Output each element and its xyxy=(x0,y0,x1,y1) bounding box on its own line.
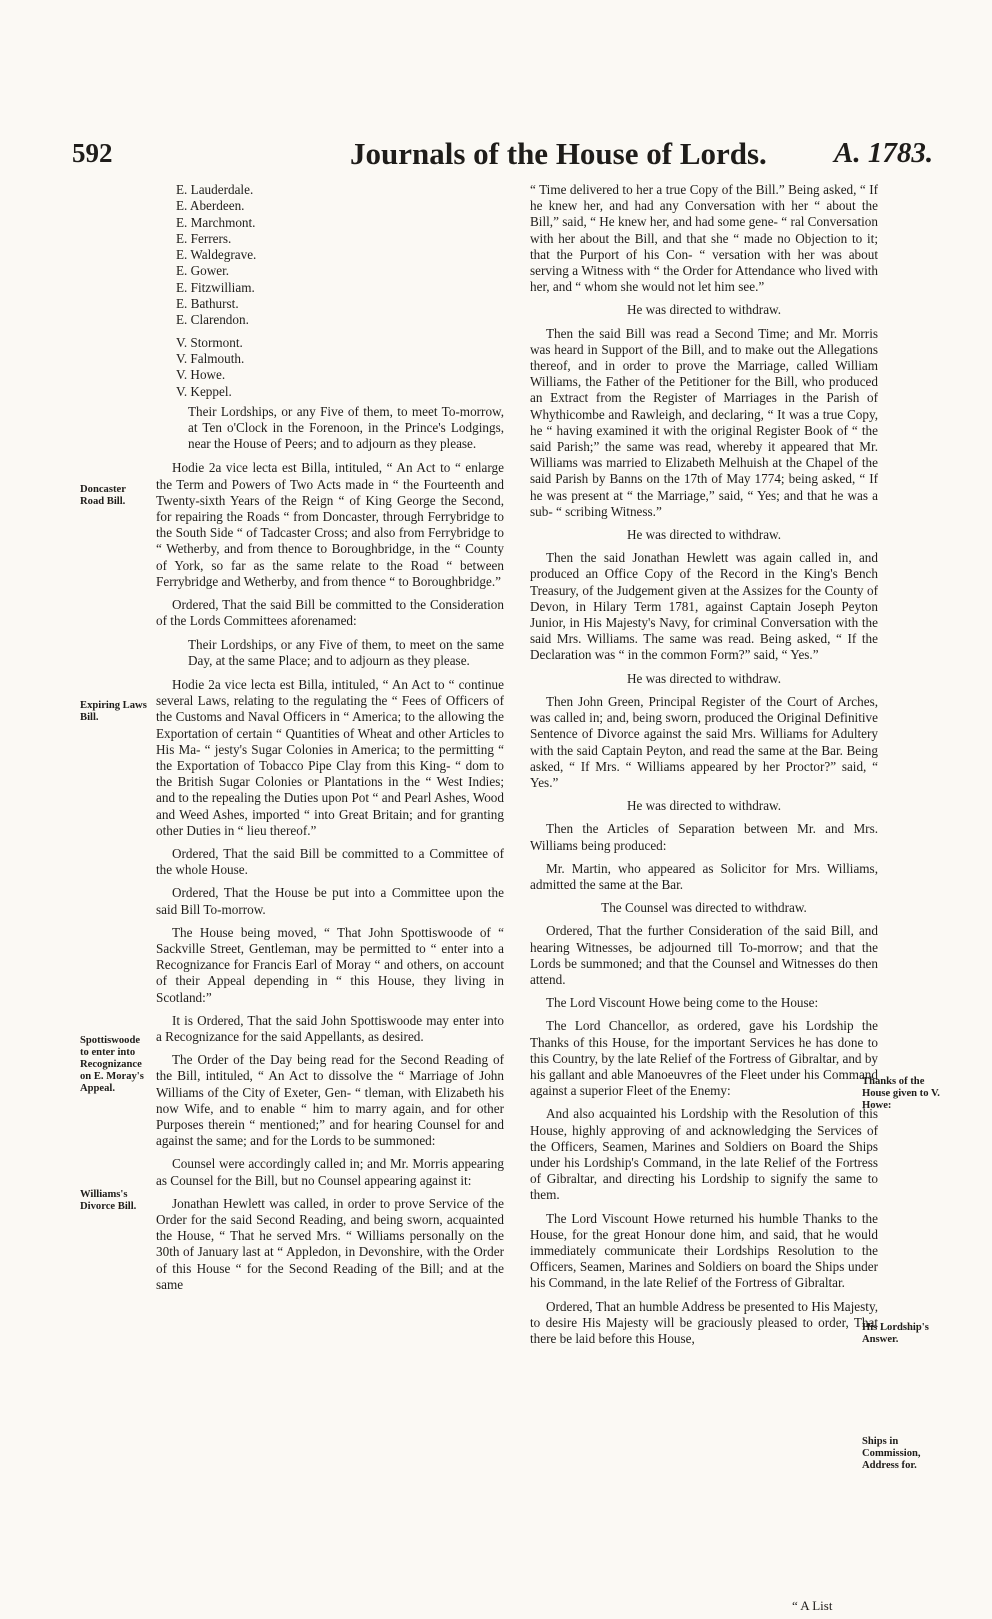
peer-name: V. Stormont. xyxy=(176,334,243,350)
page-title: Journals of the House of Lords. xyxy=(350,136,767,171)
margin-note-ships: Ships in Commission, Address for. xyxy=(862,1436,921,1471)
peer-name: E. Waldegrave. xyxy=(176,247,257,263)
paragraph: The Lord Viscount Howe being come to the House: xyxy=(546,995,819,1011)
paragraph: Their Lordships, or any Five of them, to meet To-morrow, at Ten o'Clock in the Forenoon, in the Prince's Lodgings, near the House of Peers; and to adjourn as they please. xyxy=(188,403,504,452)
peer-name: E. Clarendon. xyxy=(176,312,249,328)
paragraph: Their Lordships, or any Five of them, to meet on the same Day, at the same Place; and to adjourn as they please. xyxy=(188,636,504,668)
peer-name: V. Keppel. xyxy=(176,383,232,399)
withdraw-line: He was directed to withdraw. xyxy=(626,670,782,686)
withdraw-line: He was directed to withdraw. xyxy=(626,798,782,814)
right-column xyxy=(530,182,878,1354)
paragraph: Ordered, That the said Bill be committed to the Consideration of the Lords Committees aforenamed: xyxy=(156,597,504,629)
peer-name: V. Falmouth. xyxy=(176,350,245,366)
paragraph: Then the said Jonathan Hewlett was again called in, and produced an Office Copy of the Record in the King's Bench Treasury, of the Judgement given at the Assizes for the County of Devon, in Hilary Term 1781, against Captain Joseph Peyton Junior, in His Majesty's Navy, for criminal Conversation with the said Mrs. Williams. The same was read. Being asked, “ If the Declaration was “ in the common Form?” said, “ Yes.” xyxy=(530,550,878,663)
margin-note-williams: Williams's Divorce Bill. xyxy=(80,1189,137,1212)
paragraph: And also acquainted his Lordship with the Resolution of this House, highly approving of and acknowledging the Services of the Officers, Seamen, Marines and Soldiers on Board the Ships under his Lordship's Command, in the late Relief of the Fortress of Gibraltar, and directing his Lordship to signify the same to them. xyxy=(530,1106,878,1203)
paragraph: The Lord Chancellor, as ordered, gave his Lordship the Thanks of this House, for the important Services he has done to this Country, by the late Relief of the Fortress of Gibraltar, and by his gallant and able Manoeuvres of the Fleet under his Command against a superior Fleet of the Enemy: xyxy=(530,1018,879,1099)
withdraw-line: He was directed to withdraw. xyxy=(626,527,782,543)
paragraph: The Order of the Day being read for the Second Reading of the Bill, intituled, “ An Act to dissolve the “ Marriage of John Williams of the City of Exeter, Gen- “ tleman, with Elizabeth his now Wife, and to enable “ him to marry again, and for other Purposes therein “ mentioned;” and for hearing Counsel for and against the same; and for the Lords to be summoned: xyxy=(156,1052,504,1149)
peer-name: E. Lauderdale. xyxy=(176,182,254,197)
paragraph: Then the Articles of Separation between Mr. and Mrs. Williams being produced: xyxy=(530,821,878,853)
margin-note-spottiswoode: Spottiswoode to enter into Recognizance on E. Moray's Appeal. xyxy=(80,1035,144,1094)
paragraph: It is Ordered, That the said John Spottiswoode may enter into a Recognizance for the said Appellants, as desired. xyxy=(156,1012,504,1044)
paragraph: Ordered, That the further Consideration of the said Bill, and hearing Witnesses, be adjourned till To-morrow; and that the Lords be summoned; and that the Counsel and Witnesses do then attend. xyxy=(530,923,878,987)
peer-name: E. Gower. xyxy=(176,263,230,279)
peer-name: V. Howe. xyxy=(176,367,226,383)
peer-name: E. Ferrers. xyxy=(176,230,232,246)
paragraph: Ordered, That the House be put into a Committee upon the said Bill To-morrow. xyxy=(156,885,504,917)
page-year: A. 1783. xyxy=(834,137,934,169)
paragraph: “ Time delivered to her a true Copy of the Bill.” Being asked, “ If he knew her, and had any Conversation with her “ about the Bill,” said, “ He knew her, and had some gene- “ ral Conversation with her about the Bill, and that she “ made no Objection to it; that the Purport of his Con- “ versation with her was about serving a Witness with “ the Order for Attendance who lived with her, and “ whom she would not let him see.” xyxy=(530,182,878,295)
paragraph: Hodie 2a vice lecta est Billa, intituled, “ An Act to “ enlarge the Term and Powers of Two Acts made in “ the Fourteenth and Twenty-sixth Years of the Reign “ of King George the Second, for repairing the Roads “ from Doncaster, through Ferrybridge to the South Side “ of Tadcaster Cross; and also from Ferrybridge to “ Wetherby, and from thence to Boroughbridge, in the “ County of York, so far as the same relate to the Road “ between Ferrybridge and Wetherby, and from thence “ to Boroughbridge.” xyxy=(156,460,504,589)
peer-name: E. Marchmont. xyxy=(176,214,256,230)
withdraw-line: The Counsel was directed to withdraw. xyxy=(601,900,807,916)
paragraph: Then John Green, Principal Register of the Court of Arches, was called in; and, being sworn, produced the Original Definitive Sentence of Divorce against the said Mrs. Williams for Adultery with the said Captain Peyton, and read the same at the Bar. Being asked, “ If Mrs. “ Williams appeared by her Proctor?” said, “ Yes.” xyxy=(530,693,878,790)
paragraph: Counsel were accordingly called in; and Mr. Morris appearing as Counsel for the Bill, but no Counsel appearing against it: xyxy=(156,1156,504,1188)
paragraph: Then the said Bill was read a Second Time; and Mr. Morris was heard in Support of the Bill, and to make out the Allegations thereof, and in order to prove the Marriage, called William Williams, the Father of the Petitioner for the Bill, who produced an Extract from the Register of Marriages in the Parish of Whythicombe and Rawleigh, and declaring, “ It was a true Copy, he “ having examined it with the original Register Book of “ the said Parish;” the same was read, whereby it appeared that Mr. Williams was married to Elizabeth Melhuish at the Chapel of the said Parish by Banns on the 17th of May 1774; being asked, “ If he was present at “ the Marriage,” said, “ Yes; and that he was a sub- “ scribing Witness.” xyxy=(530,325,878,519)
catchword: “ A List xyxy=(792,1598,833,1613)
paragraph: Ordered, That an humble Address be presented to His Majesty, to desire His Majesty will be graciously pleased to order, That there be laid before this House, xyxy=(530,1298,878,1346)
margin-note-expiring: Expiring Laws Bill. xyxy=(80,700,147,723)
peer-name: E. Aberdeen. xyxy=(176,198,245,214)
withdraw-line: He was directed to withdraw. xyxy=(626,302,782,318)
paragraph: The Lord Viscount Howe returned his humble Thanks to the House, for the great Honour done him, and said, that he would immediately communicate their Lordships Resolution to the Officers, Seamen, Marines and Soldiers on board the Ships under his Command, in the late Relief of the Fortress of Gibraltar. xyxy=(530,1210,878,1291)
margin-note-thanks: Thanks of the House given to V. Howe: xyxy=(862,1076,940,1111)
paragraph: Hodie 2a vice lecta est Billa, intituled, “ An Act to “ continue several Laws, relating to the regulating the “ Fees of Officers of the Customs and Naval Officers in “ America; to the allowing the Exportation of certain “ Quantities of Wheat and other Articles to His Ma- “ jesty's Sugar Colonies in America; to the permitting “ the Exportation of Tobacco Pipe Clay from this King- “ dom to the British Sugar Colonies or Plantations in the “ West Indies; and to the repealing the Duties upon Pot “ and Pearl Ashes, Wood and Weed Ashes, imported “ into Great Britain; and for granting other Duties in “ lieu thereof.” xyxy=(156,676,504,838)
peer-name: E. Fitzwilliam. xyxy=(176,279,255,295)
paragraph: Jonathan Hewlett was called, in order to prove Service of the Order for the said Second Reading, and being sworn, acquainted the House, “ That he served Mrs. “ Williams personally on the 30th of January last at “ Appledon, in Devonshire, with the Order of this House “ for the Second Reading of the Bill; and at the same xyxy=(156,1195,504,1292)
paragraph: Ordered, That the said Bill be committed to a Committee of the whole House. xyxy=(156,845,504,878)
left-column xyxy=(156,182,504,1300)
margin-note-doncaster: Doncaster Road Bill. xyxy=(80,484,126,507)
margin-note-answer: His Lordship's Answer. xyxy=(862,1322,929,1345)
page-number: 592 xyxy=(72,138,113,168)
paragraph: The House being moved, “ That John Spottiswoode of “ Sackville Street, Gentleman, may be permitted to “ enter into a Recognizance for Francis Earl of Moray “ and others, on account of their Appeal depending in “ this House, they living in Scotland:” xyxy=(156,924,504,1005)
peer-name: E. Bathurst. xyxy=(176,296,239,312)
paragraph: Mr. Martin, who appeared as Solicitor for Mrs. Williams, admitted the same at the Bar. xyxy=(530,860,878,892)
